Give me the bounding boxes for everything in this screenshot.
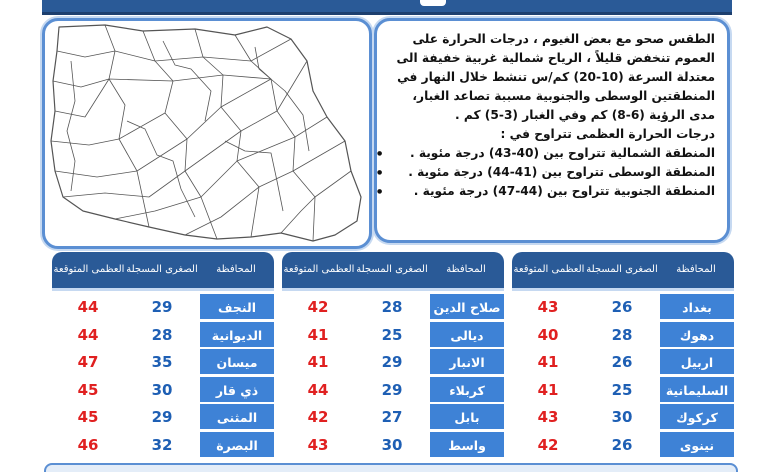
max-temp-cell: 43: [537, 408, 559, 426]
min-temp-cell: 26: [611, 298, 633, 316]
governorate-cell: الانبار: [430, 349, 504, 376]
max-temp-heading: درجات الحرارة العظمى تتراوح في :: [500, 127, 715, 141]
forecast-text-panel: [374, 18, 730, 243]
governorate-cell: كربلاء: [430, 377, 504, 404]
governorate-cell: نينوى: [660, 432, 734, 459]
region-south: المنطقة الجنوبية تتراوح بين (44-47) درجة مئوية . ●: [387, 182, 715, 201]
min-temp-cell: 28: [611, 325, 633, 344]
governorate-cell: واسط: [430, 432, 504, 459]
max-temp-cell: 42: [307, 298, 329, 316]
min-temp-cell: 29: [151, 408, 173, 426]
header-governorate: المحافظة: [216, 264, 256, 275]
max-temp-cell: 46: [77, 435, 99, 454]
top-banner: [42, 0, 732, 15]
min-temp-cell: 26: [611, 435, 633, 454]
governorate-cell: كركوك: [660, 404, 734, 431]
max-temp-cell: 44: [77, 298, 99, 316]
header-min-recorded: الصغرى المسجلة: [356, 264, 428, 275]
bottom-panel-edge: [44, 463, 738, 472]
min-temp-cell: 32: [151, 435, 173, 454]
max-temp-cell: 43: [307, 435, 329, 454]
governorate-cell: النجف: [200, 294, 274, 321]
header-min-recorded: الصغرى المسجلة: [126, 264, 198, 275]
governorate-cell: ذي قار: [200, 377, 274, 404]
table-row: [52, 432, 274, 459]
table-row: [512, 349, 734, 376]
table-row: [512, 294, 734, 321]
max-temp-cell: 41: [307, 353, 329, 371]
min-temp-cell: 25: [381, 325, 403, 344]
header-governorate: المحافظة: [676, 264, 716, 275]
table-row: [52, 404, 274, 431]
table-row: [512, 404, 734, 431]
region-list: [387, 144, 715, 201]
min-temp-cell: 28: [151, 325, 173, 344]
max-temp-cell: 40: [537, 325, 559, 344]
min-temp-cell: 30: [611, 408, 633, 426]
header-max-expected: العظمى المتوقعة: [283, 264, 355, 275]
table-row: [52, 377, 274, 404]
table-row: [512, 322, 734, 349]
map-panel: [42, 18, 372, 249]
min-temp-cell: 29: [381, 380, 403, 399]
max-temp-cell: 44: [77, 325, 99, 344]
table-row: [282, 432, 504, 459]
region-central: المنطقة الوسطى تتراوح بين (41-44) درجة مئوية . ●: [387, 163, 715, 182]
governorate-cell: ديالى: [430, 322, 504, 349]
min-temp-cell: 26: [611, 353, 633, 371]
max-temp-cell: 47: [77, 353, 99, 371]
max-temp-cell: 42: [537, 435, 559, 454]
min-temp-cell: 25: [611, 380, 633, 399]
governorate-cell: الديوانية: [200, 322, 274, 349]
min-temp-cell: 30: [381, 435, 403, 454]
governorate-cell: صلاح الدين: [430, 294, 504, 321]
governorate-cell: المثنى: [200, 404, 274, 431]
min-temp-cell: 27: [381, 408, 403, 426]
temperature-table-1: [512, 252, 734, 460]
banner-notch: [420, 0, 446, 6]
min-temp-cell: 29: [151, 298, 173, 316]
iraq-map-image: [45, 21, 369, 246]
max-temp-cell: 41: [537, 353, 559, 371]
temperature-table-3: [52, 252, 274, 460]
table-row: [52, 349, 274, 376]
table-header: [282, 252, 504, 288]
temperature-table-2: [282, 252, 504, 460]
governorate-cell: اربيل: [660, 349, 734, 376]
max-temp-cell: 45: [77, 408, 99, 426]
table-row: [52, 322, 274, 349]
min-temp-cell: 28: [381, 298, 403, 316]
table-row: [512, 432, 734, 459]
max-temp-cell: 43: [537, 298, 559, 316]
forecast-summary: الطقس صحو مع بعض الغيوم ، درجات الحرارة على العموم تنخفض قليلاً ، الرياح شمالية غربية خفيفة الى معتدلة السرعة (10-20) كم/س تنشط خلال النهار في المنطقتين الوسطى والجنوبية مسببة تصاعد الغبار، مدى الرؤية (6-8) كم وفي الغبار (3-5) كم .: [396, 32, 715, 122]
max-temp-cell: 41: [307, 325, 329, 344]
header-max-expected: العظمى المتوقعة: [513, 264, 585, 275]
temperature-tables: [52, 252, 734, 460]
governorate-cell: السليمانية: [660, 377, 734, 404]
header-min-recorded: الصغرى المسجلة: [586, 264, 658, 275]
governorate-cell: البصرة: [200, 432, 274, 459]
max-temp-cell: 41: [537, 380, 559, 399]
table-header: [512, 252, 734, 288]
header-governorate: المحافظة: [446, 264, 486, 275]
max-temp-cell: 44: [307, 380, 329, 399]
table-row: [282, 322, 504, 349]
min-temp-cell: 29: [381, 353, 403, 371]
region-north: المنطقة الشمالية تتراوح بين (40-43) درجة مئوية . ●: [387, 144, 715, 163]
max-temp-cell: 45: [77, 380, 99, 399]
min-temp-cell: 30: [151, 380, 173, 399]
governorate-cell: دهوك: [660, 322, 734, 349]
table-header: [52, 252, 274, 288]
table-row: [282, 377, 504, 404]
table-row: [282, 349, 504, 376]
table-row: [512, 377, 734, 404]
governorate-cell: ميسان: [200, 349, 274, 376]
table-row: [52, 294, 274, 321]
governorate-cell: بغداد: [660, 294, 734, 321]
governorate-cell: بابل: [430, 404, 504, 431]
min-temp-cell: 35: [151, 353, 173, 371]
table-row: [282, 294, 504, 321]
table-row: [282, 404, 504, 431]
header-max-expected: العظمى المتوقعة: [53, 264, 125, 275]
max-temp-cell: 42: [307, 408, 329, 426]
